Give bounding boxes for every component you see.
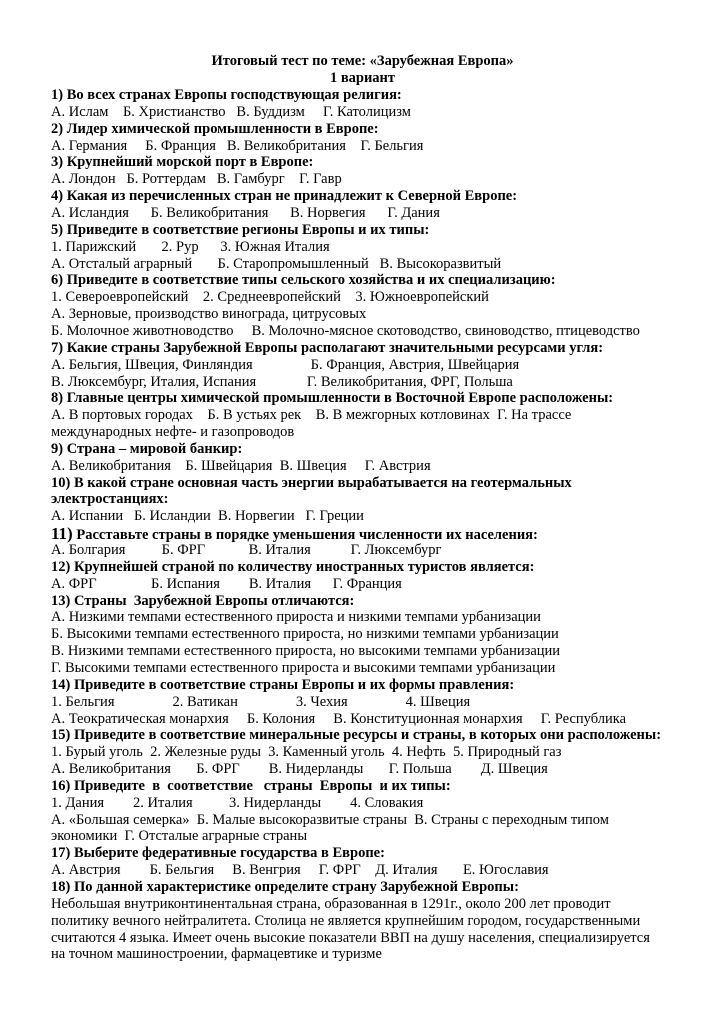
question-line: 16) Приведите в соответствие страны Европы и их типы: [51,777,451,794]
answer-line: Б. Молочное животноводство В. Молочно-мясное скотоводство, свиноводство, птицеводство [51,322,640,339]
answer-line: 1. Парижский 2. Рур 3. Южная Италия [51,238,330,255]
answer-line: А. Австрия Б. Бельгия В. Венгрия Г. ФРГ Д. Италия Е. Югославия [51,862,549,879]
question-number: 11) [51,524,73,544]
question-text: Расставьте страны в порядке уменьшения численности их населения: [72,527,538,544]
answer-line: А. Ислам Б. Христианство В. Буддизм Г. Католицизм [51,103,411,120]
question-line: 3) Крупнейший морской порт в Европе: [51,154,314,171]
answer-line: А. Исландия Б. Великобритания В. Норвегия Г. Дания [51,205,440,221]
document-title: Итоговый тест по теме: «Зарубежная Европа» [211,53,514,69]
answer-line: В. Низкими темпами естественного прироста, но высокими темпами урбанизации [51,643,561,660]
question-line: 7) Какие страны Зарубежной Европы располагают значительными ресурсами угля: [51,339,604,356]
answer-line: 1. Бурый уголь 2. Железные руды 3. Каменный уголь 4. Нефть 5. Природный газ [51,744,562,761]
answer-line: А. Германия Б. Франция В. Великобритания Г. Бельгия [51,137,424,154]
answer-line: А. ФРГ Б. Испания В. Италия Г. Франция [51,575,402,592]
answer-line: А. Болгария Б. ФРГ В. Италия Г. Люксембург [51,542,442,558]
answer-line: А. Лондон Б. Роттердам В. Гамбург Г. Гавр [51,171,342,188]
answer-line: политику вечного нейтралитета. Столица не является крупнейшим городом, государственными [51,912,641,929]
answer-line: Небольшая внутриконтинентальная страна, образованная в 1291г., около 200 лет проводит [51,895,611,912]
question-line: 13) Страны Зарубежной Европы отличаются: [51,592,355,609]
question-line: электростанциях: [51,491,169,508]
question-line: 10) В какой стране основная часть энергии вырабатывается на геотермальных [51,474,572,491]
question-line: 8) Главные центры химической промышленности в Восточной Европе расположены: [51,390,614,407]
answer-line: экономики Г. Отсталые аграрные страны [51,828,308,845]
answer-line: считаются 4 языка. Имеет очень высокие показатели ВВП на душу населения, специализируется [51,929,650,946]
variant-label: 1 вариант [329,70,396,86]
answer-line: А. «Большая семерка» Б. Малые высокоразвитые страны В. Страны с переходным типом [51,811,609,828]
answer-line: А. Испании Б. Исландии В. Норвегии Г. Греции [51,508,364,525]
answer-line: А. Теократическая монархия Б. Колония В. Конституционная монархия Г. Республика [51,710,627,727]
question-line: 4) Какая из перечисленных стран не принадлежит к Северной Европе: [51,188,518,205]
answer-line: А. Зерновые, производство винограда, цитрусовых [51,306,367,323]
question-line: 2) Лидер химической промышленности в Европе: [51,120,379,137]
answer-line: А. Бельгия, Швеция, Финляндия Б. Франция, Австрия, Швейцария [51,356,520,373]
answer-line: 1. Североевропейский 2. Среднеевропейский 3. Южноевропейский [51,289,489,306]
answer-line: на точном машиностроении, фармацевтике и туризме [51,946,382,963]
question-line: 12) Крупнейшей страной по количеству иностранных туристов является: [51,558,535,575]
answer-line: Г. Высокими темпами естественного прироста и высокими темпами урбанизации [51,659,556,676]
question-line: 9) Страна – мировой банкир: [51,440,243,457]
question-line: 18) По данной характеристике определите страну Зарубежной Европы: [51,879,519,895]
answer-line: 1. Бельгия 2. Ватикан 3. Чехия 4. Швеция [51,693,471,710]
answer-line: А. В портовых городах Б. В устьях рек В. В межгорных котловинах Г. На трассе [51,407,572,424]
question-line: 14) Приведите в соответствие страны Европы и их формы правления: [51,676,515,693]
answer-line: В. Люксембург, Италия, Испания Г. Великобритания, ФРГ, Польша [51,373,513,390]
question-line: 6) Приведите в соответствие типы сельского хозяйства и их специализацию: [51,272,556,289]
question-line: 15) Приведите в соответствие минеральные ресурсы и страны, в которых они расположены: [51,727,662,744]
answer-line: А. Отсталый аграрный Б. Старопромышленный В. Высокоразвитый [51,255,502,272]
answer-line: А. Великобритания Б. ФРГ В. Нидерланды Г. Польша Д. Швеция [51,761,548,777]
answer-line: Б. Высокими темпами естественного прироста, но низкими темпами урбанизации [51,626,559,643]
question-line: 5) Приведите в соответствие регионы Европы и их типы: [51,221,430,238]
question-line: 17) Выберите федеративные государства в Европе: [51,845,385,862]
answer-line: международных нефте- и газопроводов [51,424,295,440]
answer-line: А. Великобритания Б. Швейцария В. Швеция Г. Австрия [51,457,431,474]
answer-line: 1. Дания 2. Италия 3. Нидерланды 4. Словакия [51,794,424,811]
question-line: 1) Во всех странах Европы господствующая религия: [51,87,402,103]
answer-line: А. Низкими темпами естественного прироста и низкими темпами урбанизации [51,609,541,626]
